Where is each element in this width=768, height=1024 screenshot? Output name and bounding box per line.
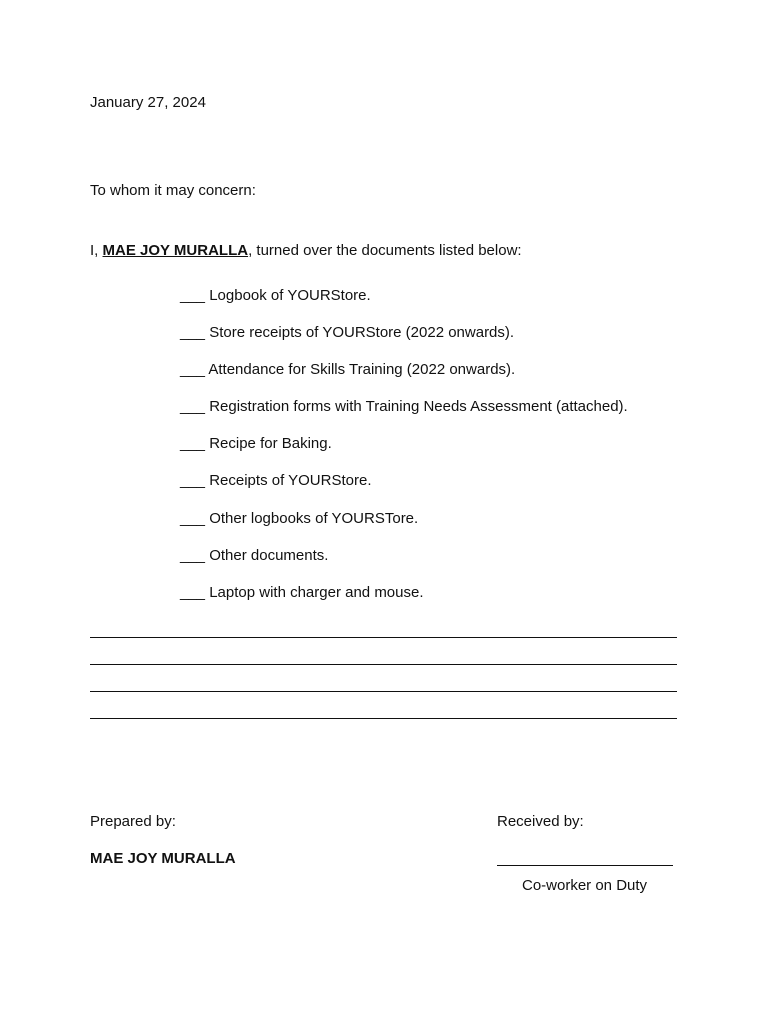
check-blank: ___ [180, 472, 206, 490]
check-blank: ___ [180, 398, 206, 416]
checklist-item [180, 472, 628, 509]
checklist-item [180, 361, 628, 398]
checklist-item-label: Other documents. [209, 546, 329, 564]
salutation: To whom it may concern: [90, 182, 256, 199]
check-blank: ___ [180, 361, 206, 379]
checklist-item [180, 324, 628, 361]
blank-line [90, 665, 677, 692]
checklist-item [180, 510, 628, 547]
document-checklist [180, 287, 628, 621]
checklist-item-label: Recipe for Baking. [209, 435, 332, 453]
received-by-caption: Co-worker on Duty [522, 877, 648, 894]
prepared-by-name: MAE JOY MURALLA [90, 850, 236, 867]
signature-line [497, 865, 673, 866]
check-blank: ___ [180, 287, 206, 304]
blank-line [90, 692, 677, 719]
checklist-item [180, 584, 628, 621]
check-blank: ___ [180, 324, 206, 342]
checklist-item-label: Store receipts of YOURStore (2022 onwards). [209, 324, 515, 342]
check-blank: ___ [180, 435, 206, 453]
prepared-by-label: Prepared by: [90, 813, 176, 830]
checklist-item-label: Other logbooks of YOURSTore. [209, 509, 419, 527]
checklist-item-label: Laptop with charger and mouse. [209, 583, 424, 601]
received-by-label: Received by: [497, 813, 584, 830]
checklist-item-label: Registration forms with Training Needs Assessment (attached). [209, 398, 628, 416]
blank-writing-lines [90, 624, 677, 719]
checklist-item-label: Attendance for Skills Training (2022 onwards). [208, 361, 516, 379]
checklist-item [180, 435, 628, 472]
letter-date: January 27, 2024 [90, 94, 206, 111]
blank-line [90, 638, 677, 665]
blank-line [90, 624, 677, 638]
check-blank: ___ [180, 546, 206, 564]
intro-suffix: , turned over the documents listed below: [248, 242, 522, 259]
checklist-item [180, 287, 628, 324]
intro-prefix: I, [90, 242, 103, 259]
checklist-item [180, 398, 628, 435]
checklist-item-label: Logbook of YOURStore. [209, 287, 371, 304]
intro-sentence [90, 242, 522, 260]
check-blank: ___ [180, 509, 206, 527]
checklist-item-label: Receipts of YOURStore. [209, 472, 372, 490]
checklist-item [180, 547, 628, 584]
intro-name: MAE JOY MURALLA [102, 242, 249, 259]
check-blank: ___ [180, 583, 206, 601]
